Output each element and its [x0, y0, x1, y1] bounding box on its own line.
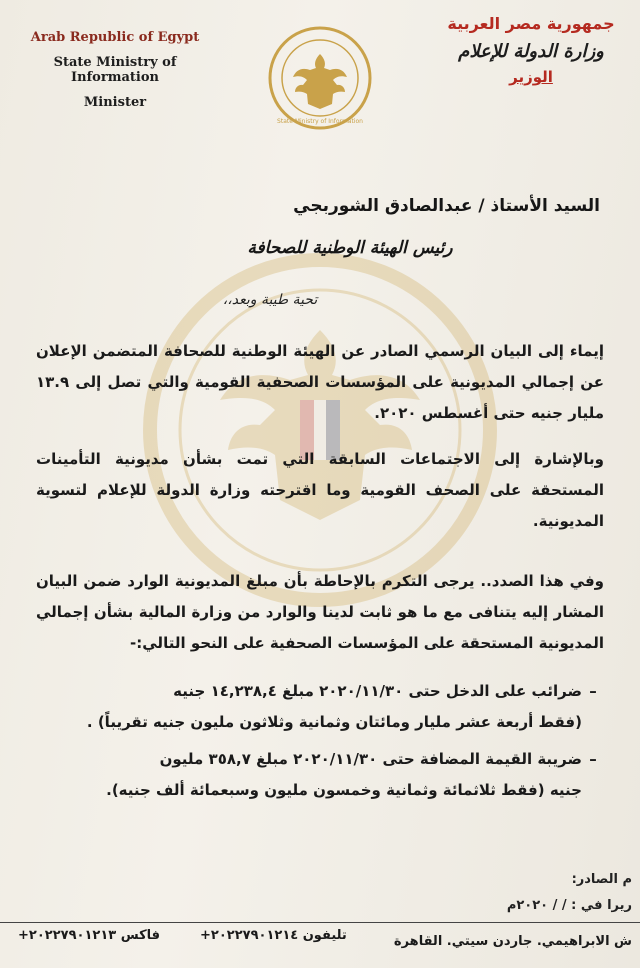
addressee-title: رئيس الهيئة الوطنية للصحافة: [247, 238, 453, 258]
dash-bullet: –: [589, 682, 597, 700]
list-item-text: ضريبة القيمة المضافة حتى ٢٠٢٠/١١/٣٠ مبلغ ٣٥٨,٧ مليون: [159, 750, 582, 768]
outgoing-ref-label: م الصادر:: [571, 872, 632, 887]
svg-text:State Ministry of Information: State Ministry of Information: [277, 118, 363, 125]
footer-fax: فاكس ٢٠٢٢٧٩٠١٢١٣+: [18, 928, 161, 943]
letterhead-arabic: [436, 14, 626, 86]
greeting: تحية طيبة وبعد،،: [222, 292, 318, 308]
body-paragraph-1: إيماء إلى البيان الرسمي الصادر عن الهيئة الوطنية للصحافة المتضمن الإعلان عن إجمالي المديونية على المؤسسات الصحفية القومية والتي تصل إلى ١٣.٩ مليار جنيه حتى أغسطس ٢٠٢٠.: [36, 342, 604, 422]
footer-phone: تليفون ٢٠٢٢٧٩٠١٢١٤+: [200, 928, 347, 943]
body-paragraph-2: وبالإشارة إلى الاجتماعات السابقة التي تمت بشأن مديونية التأمينات المستحقة على الصحف القومية وما اقترحته وزارة الدولة للإعلام لتسوية المديونية.: [36, 450, 604, 530]
footer: [0, 926, 640, 966]
country-name-en: Arab Republic of Egypt: [30, 30, 200, 45]
footer-address: ش الابراهيمي. جاردن سيتي. القاهرة: [393, 934, 632, 949]
list-item-text: ضرائب على الدخل حتى ٢٠٢٠/١١/٣٠ مبلغ ١٤,٢٣٨,٤ جنيه: [173, 682, 582, 700]
dash-bullet: –: [589, 750, 597, 768]
date-line: ريرا في : / / ٢٠٢٠م: [506, 898, 632, 913]
list-item: [36, 744, 604, 806]
ministry-name-ar: وزارة الدولة للإعلام: [458, 41, 604, 62]
list-item-line: (فقط أربعة عشر مليار ومائتان وثمانية وثلاثون مليون جنيه تقريباً) .: [86, 713, 582, 731]
list-item-line: [36, 676, 604, 707]
body-paragraph-3: وفي هذا الصدد.. يرجى التكرم بالإحاطة بأن مبلغ المديونية الوارد ضمن البيان المشار إليه يتنافى مع ما هو ثابت لدينا والوارد من وزارة المالية بشأن إجمالي المديونية المستحقة على المؤسسات الصحفية على النحو التالي:-: [36, 572, 604, 652]
minister-title-ar: الوزير: [509, 68, 553, 86]
country-name-ar: جمهورية مصر العربية: [447, 14, 615, 33]
list-item-line: جنيه (فقط ثلاثمائة وثمانية وخمسون مليون وسبعمائة ألف جنيه).: [106, 781, 582, 799]
letterhead-english: [20, 30, 210, 110]
ministry-name-en: State Ministry of Information: [53, 55, 177, 85]
minister-title-en: Minister: [83, 95, 147, 110]
list-item: [36, 676, 604, 738]
addressee-name: السيد الأستاذ / عبدالصادق الشوربجي: [293, 196, 600, 216]
list-item-line: [36, 744, 604, 775]
footer-divider: [0, 922, 640, 923]
ministry-seal-logo: [268, 26, 372, 130]
